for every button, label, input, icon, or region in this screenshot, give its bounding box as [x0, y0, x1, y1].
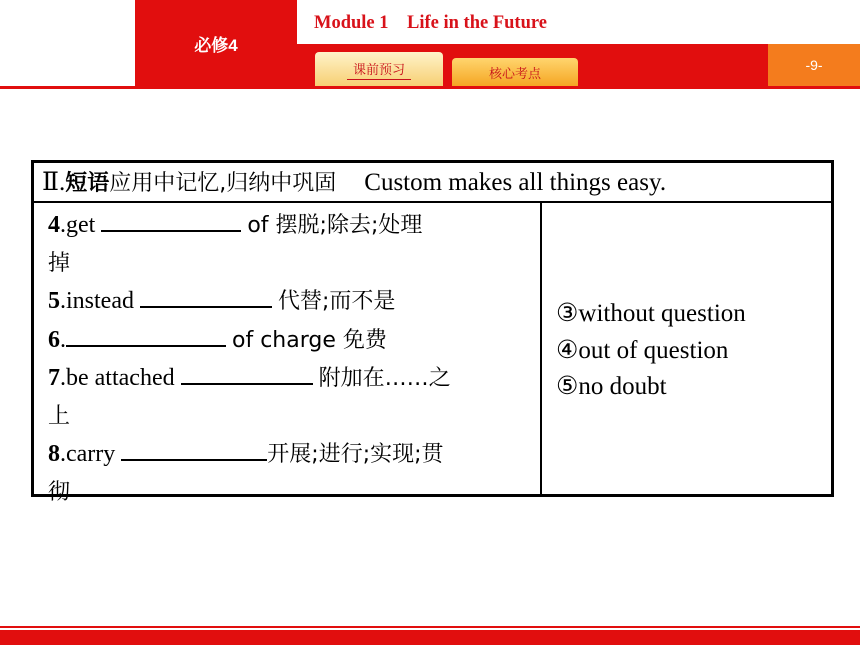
header-divider — [0, 86, 860, 89]
item-number: 7 — [48, 365, 60, 391]
item-number: 5 — [48, 288, 60, 314]
option-item: ④out of question — [556, 336, 729, 364]
item-meaning-cont: 掉 — [48, 250, 71, 276]
column-divider — [540, 203, 542, 494]
answer-blank[interactable] — [101, 206, 241, 232]
option-item: ③without question — [556, 300, 746, 327]
section-numeral: Ⅱ. — [42, 169, 66, 196]
answer-blank[interactable] — [121, 435, 267, 461]
options-list — [556, 296, 746, 406]
section-title: 应用中记忆,归纳中巩固 — [109, 171, 337, 196]
footer-bar — [0, 630, 860, 645]
tab-core-points[interactable] — [452, 58, 578, 86]
item-meaning: 代替;而不是 — [277, 289, 396, 314]
item-meaning-cont: 上 — [48, 403, 71, 429]
item-prefix: .get — [60, 212, 96, 238]
item-number: 4 — [48, 212, 60, 238]
item-meaning: of 摆脱;除去;处理 — [247, 213, 423, 238]
tab-preview[interactable] — [315, 52, 443, 86]
item-meaning: of charge 免费 — [232, 327, 387, 353]
item-meaning: 开展;进行;实现;贯 — [267, 442, 444, 467]
option-item: ⑤no doubt — [556, 373, 667, 400]
answer-blank[interactable] — [66, 321, 226, 347]
module-title: Module 1 Life in the Future — [314, 13, 547, 33]
phrase-item — [48, 282, 530, 321]
tab-core-points-label: 核心考点 — [488, 65, 541, 81]
book-label: 必修4 — [194, 35, 238, 55]
book-badge — [135, 0, 297, 86]
tab-preview-label: 课前预习 — [347, 59, 411, 80]
phrase-table — [31, 160, 834, 505]
phrase-item — [48, 435, 530, 511]
phrase-list — [34, 203, 540, 505]
page-number — [768, 44, 860, 86]
footer-line — [0, 626, 860, 628]
section-title-bold: 短语 — [65, 171, 110, 196]
item-prefix: .be attached — [60, 365, 175, 391]
phrase-item — [48, 359, 530, 435]
item-prefix: . — [60, 326, 66, 353]
item-number: 8 — [48, 441, 60, 467]
item-number: 6 — [48, 326, 60, 353]
header-blank — [0, 0, 135, 86]
page-number-label: -9- — [805, 57, 823, 73]
item-prefix: .instead — [60, 288, 134, 314]
item-prefix: .carry — [60, 441, 116, 467]
section-motto: Custom makes all things easy. — [364, 169, 667, 196]
item-meaning-cont: 彻 — [48, 479, 71, 505]
phrase-item — [48, 206, 530, 282]
phrase-item — [48, 321, 530, 360]
answer-blank[interactable] — [181, 359, 313, 385]
answer-blank[interactable] — [140, 282, 272, 308]
item-meaning: 附加在……之 — [318, 366, 451, 391]
section-header — [34, 163, 831, 203]
